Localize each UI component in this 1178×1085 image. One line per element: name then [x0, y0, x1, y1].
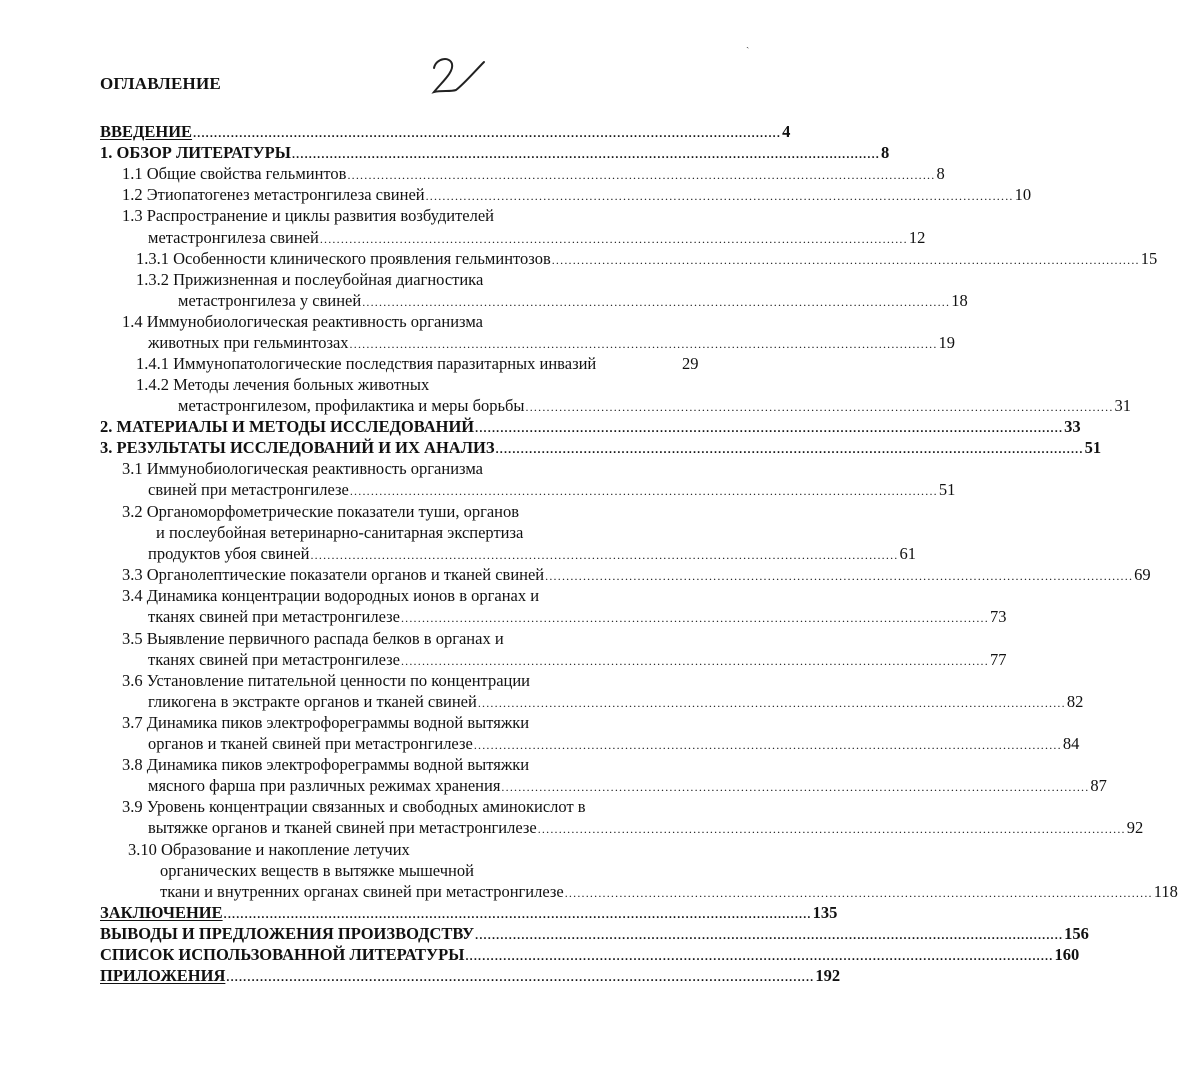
- toc-entry-page: 51: [1084, 438, 1102, 457]
- toc-entry[interactable]: [148, 606, 1007, 628]
- leader-dots: ............................................................................................................................................: [349, 484, 938, 498]
- leader-dots: ............................................................................................................................................: [291, 147, 880, 161]
- toc-entry-page: 8: [936, 164, 945, 183]
- toc-entry-page: 118: [1153, 882, 1178, 901]
- toc-entry-title: 1.3.1 Особенности клинического проявления гельминтозов: [136, 249, 551, 268]
- toc-entry[interactable]: [178, 395, 1132, 417]
- toc-entry-page: 15: [1140, 249, 1158, 268]
- toc-entry-title: тканях свиней при метастронгилезе: [148, 650, 400, 669]
- leader-dots: ............................................................................................................................................: [425, 189, 1014, 203]
- toc-entry-title-line: 3.5 Выявление первичного распада белков в органах и: [122, 629, 504, 648]
- toc-entry[interactable]: [122, 184, 1032, 206]
- leader-dots: ............................................................................................................................................: [465, 949, 1054, 963]
- toc-entry-page: 156: [1064, 924, 1089, 943]
- toc-entry-title-line: 3.10 Образование и накопление летучих: [128, 840, 410, 859]
- toc-entry[interactable]: [100, 902, 838, 924]
- leader-dots: ............................................................................................................................................: [400, 654, 989, 668]
- toc-entry[interactable]: [122, 564, 1151, 586]
- toc-entry-page: 73: [989, 607, 1007, 626]
- toc-entry-page: 29: [682, 354, 699, 373]
- toc-entry-title-line: 3.1 Иммунобиологическая реактивность организма: [122, 459, 483, 478]
- toc-entry-page: 87: [1090, 776, 1107, 795]
- toc-entry-page: 19: [938, 333, 956, 352]
- toc-entry-page: 4: [782, 122, 791, 141]
- toc-entry[interactable]: [100, 142, 890, 164]
- toc-entry[interactable]: [148, 479, 956, 501]
- leader-dots: ............................................................................................................................................: [564, 886, 1153, 900]
- toc-entry-page: 31: [1114, 396, 1132, 415]
- toc-entry-page: 192: [815, 966, 841, 985]
- leader-dots: ............................................................................................................................................: [525, 400, 1114, 414]
- toc-entry-title-line: и послеубойная ветеринарно-санитарная экспертиза: [156, 523, 524, 542]
- toc-entry[interactable]: [148, 543, 916, 565]
- toc-entry-title: ткани и внутренних органах свиней при метастронгилезе: [160, 882, 564, 901]
- toc-entry-page: 8: [880, 143, 890, 162]
- toc-entry-title-line: 3.9 Уровень концентрации связанных и свободных аминокислот в: [122, 797, 586, 816]
- toc-entry-title-line: 1.3 Распространение и циклы развития возбудителей: [122, 206, 494, 225]
- toc-entry-page: 12: [908, 228, 926, 247]
- toc-entry-title-line: 3.2 Органоморфометрические показатели туши, органов: [122, 502, 520, 521]
- toc-entry[interactable]: [100, 437, 1102, 459]
- toc-entry-title: продуктов убоя свиней: [148, 544, 310, 563]
- leader-dots: ............................................................................................................................................: [349, 337, 938, 351]
- leader-dots: ............................................................................................................................................: [362, 295, 951, 309]
- toc-entry[interactable]: [100, 121, 791, 143]
- toc-entry-page: 160: [1054, 945, 1080, 964]
- toc-entry[interactable]: [148, 649, 1007, 671]
- toc-entry-title: 1.2 Этиопатогенез метастронгилеза свиней: [122, 185, 425, 204]
- leader-dots: ............................................................................................................................................: [193, 126, 782, 140]
- toc-entry-page: 33: [1064, 417, 1081, 436]
- toc-entry[interactable]: [122, 163, 945, 185]
- leader-dots: ............................................................................................................................................: [551, 253, 1140, 267]
- toc-entry-page: 10: [1014, 185, 1032, 204]
- toc-entry[interactable]: [100, 944, 1080, 966]
- toc-entry-title-line: 3.6 Установление питательной ценности по концентрации: [122, 671, 531, 690]
- toc-entry-title: ПРИЛОЖЕНИЯ: [100, 966, 226, 985]
- toc-entry-title: органов и тканей свиней при метастронгилезе: [148, 734, 473, 753]
- toc-entry[interactable]: [148, 775, 1107, 797]
- toc-entry-page: 82: [1066, 692, 1084, 711]
- toc-entry-title: свиней при метастронгилезе: [148, 480, 349, 499]
- toc-entry-title-line: 3.8 Динамика пиков электрофореграммы водной вытяжки: [122, 755, 530, 774]
- leader-dots: ............................................................................................................................................: [223, 907, 812, 921]
- toc-entry-title: метастронгилезом, профилактика и меры борьбы: [178, 396, 525, 415]
- toc-entry-page: 92: [1126, 818, 1144, 837]
- leader-dots: ............................................................................................................................................: [347, 168, 936, 182]
- toc-entry-page: 69: [1134, 565, 1151, 584]
- toc-entry-title: ВЫВОДЫ И ПРЕДЛОЖЕНИЯ ПРОИЗВОДСТВУ: [100, 924, 475, 943]
- leader-dots: ............................................................................................................................................: [473, 738, 1062, 752]
- leader-dots: ............................................................................................................................................: [495, 442, 1084, 456]
- toc-entry-title: 3.3 Органолептические показатели органов и тканей свиней: [122, 565, 545, 584]
- toc-entry-title: гликогена в экстракте органов и тканей свиней: [148, 692, 477, 711]
- toc-entry[interactable]: [136, 248, 1158, 270]
- handwritten-page-number: [428, 52, 488, 100]
- toc-entry[interactable]: [100, 416, 1081, 438]
- toc-entry-title: мясного фарша при различных режимах хранения: [148, 776, 501, 795]
- toc-entry-title: тканях свиней при метастронгилезе: [148, 607, 400, 626]
- toc-entry-title-line: 1.3.2 Прижизненная и послеубойная диагностика: [136, 270, 484, 289]
- toc-entry[interactable]: [148, 691, 1084, 713]
- toc-entry-title[interactable]: 1.4.1 Иммунопатологические последствия паразитарных инвазий: [136, 354, 597, 373]
- toc-entry-page: 77: [989, 650, 1007, 669]
- toc-entry-title-line: 3.7 Динамика пиков электрофореграммы водной вытяжки: [122, 713, 530, 732]
- toc-entry-page: 135: [812, 903, 838, 922]
- toc-entry-title: 1.1 Общие свойства гельминтов: [122, 164, 347, 183]
- toc-entry-page: 51: [938, 480, 956, 499]
- toc-entry-title: 1. ОБЗОР ЛИТЕРАТУРЫ: [100, 143, 291, 162]
- toc-entry-title-line: органических веществ в вытяжке мышечной: [160, 861, 474, 880]
- leader-dots: ............................................................................................................................................: [537, 822, 1126, 836]
- toc-entry-title: вытяжке органов и тканей свиней при метастронгилезе: [148, 818, 537, 837]
- toc-entry-title: ЗАКЛЮЧЕНИЕ: [100, 903, 223, 922]
- toc-entry[interactable]: [148, 733, 1080, 755]
- toc-entry-title: метастронгилеза у свиней: [178, 291, 362, 310]
- leader-dots: ............................................................................................................................................: [310, 548, 899, 562]
- page-title: ОГЛАВЛЕНИЕ: [100, 74, 221, 93]
- toc-entry-title-line: 3.4 Динамика концентрации водородных ионов в органах и: [122, 586, 540, 605]
- toc-entry-title: метастронгилеза свиней: [148, 228, 319, 247]
- toc-entry[interactable]: [178, 290, 968, 312]
- toc-entry-title: 3. РЕЗУЛЬТАТЫ ИССЛЕДОВАНИЙ И ИХ АНАЛИЗ: [100, 438, 495, 457]
- toc-entry[interactable]: [148, 817, 1144, 839]
- corner-mark: ˎ: [746, 38, 750, 49]
- toc-entry[interactable]: [160, 881, 1178, 903]
- toc-entry-title: СПИСОК ИСПОЛЬЗОВАННОЙ ЛИТЕРАТУРЫ: [100, 945, 465, 964]
- toc-entry[interactable]: [148, 332, 956, 354]
- toc-entry[interactable]: [100, 965, 841, 987]
- toc-entry-title: ВВЕДЕНИЕ: [100, 122, 193, 141]
- leader-dots: ............................................................................................................................................: [226, 970, 815, 984]
- leader-dots: ............................................................................................................................................: [501, 780, 1090, 794]
- leader-dots: ............................................................................................................................................: [477, 696, 1066, 710]
- toc-entry-title: 2. МАТЕРИАЛЫ И МЕТОДЫ ИССЛЕДОВАНИЙ: [100, 417, 475, 436]
- toc-entry-page: 84: [1062, 734, 1080, 753]
- toc-entry-title-line: 1.4.2 Методы лечения больных животных: [136, 375, 430, 394]
- leader-dots: ............................................................................................................................................: [475, 421, 1064, 435]
- toc-entry-title: животных при гельминтозах: [148, 333, 349, 352]
- leader-dots: ............................................................................................................................................: [545, 569, 1134, 583]
- toc-entry[interactable]: [148, 227, 926, 249]
- toc-entry-page: 18: [951, 291, 968, 310]
- toc-entry-page: 61: [899, 544, 916, 563]
- leader-dots: ............................................................................................................................................: [475, 928, 1064, 942]
- leader-dots: ............................................................................................................................................: [319, 232, 908, 246]
- toc-entry[interactable]: [100, 923, 1089, 945]
- leader-dots: ............................................................................................................................................: [400, 611, 989, 625]
- toc-entry-title-line: 1.4 Иммунобиологическая реактивность организма: [122, 312, 483, 331]
